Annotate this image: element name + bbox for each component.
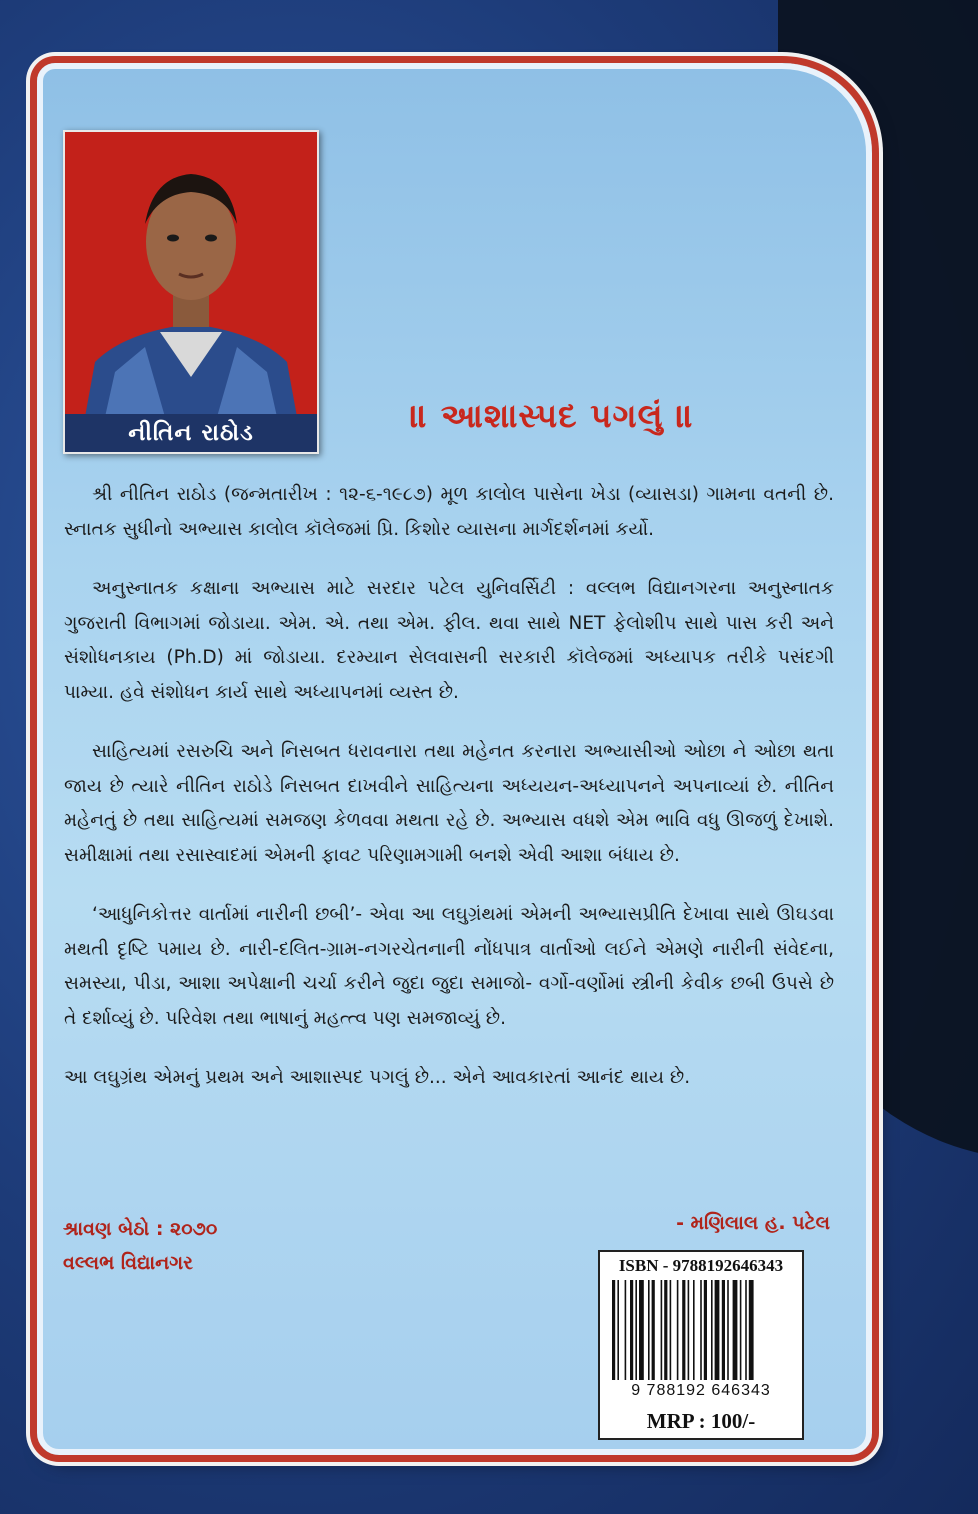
- author-portrait-image: [65, 132, 317, 417]
- page-title: ॥ આશાસ્પદ પગલું ॥: [410, 396, 695, 435]
- isbn-box: [598, 1250, 804, 1440]
- author-name-caption: નીતિન રાઠોડ: [65, 414, 317, 452]
- blurb-paragraph-2: અનુસ્નાતક કક્ષાના અભ્યાસ માટે સરદાર પટેલ યુનિવર્સિટી : વલ્લભ વિદ્યાનગરના અનુસ્નાતક ગુજરાતી વિભાગમાં જોડાયા. એમ. એ. તથા એમ. ફીલ. થવા સાથે NET ફેલોશીપ સાથે પાસ કરી અને સંશોધનકાય (Ph.D) માં જોડાયા. દરમ્યાન સેલવાસની સરકારી કૉલેજમાં અધ્યાપક તરીકે પસંદગી પામ્યા. હવે સંશોધન કાર્ય સાથે અધ્યાપનમાં વ્યસ્ત છે.: [64, 578, 834, 703]
- date-text: શ્રાવણ બેઠો : ૨૦૭૦: [63, 1218, 218, 1240]
- barcode-icon: [608, 1280, 796, 1380]
- blurb-paragraph-4: ‘આધુનિકોત્તર વાર્તામાં નારીની છબી’- એવા આ લઘુગ્રંથમાં એમની અભ્યાસપ્રીતિ દેખાવા સાથે ઊઘડવા મથતી દૃષ્ટિ પમાય છે. નારી-દલિત-ગ્રામ-નગરચેતનાની નોંધપાત્ર વાર્તાઓ લઈને એમણે નારીની સંવેદના, સમસ્યા, પીડા, આશા અપેક્ષાની ચર્ચા કરીને જુદા જુદા સમાજો- વર્ગો-વર્ણોમાં સ્ત્રીની કેવીક છબી ઉપસે છે તે દર્શાવ્યું છે. પરિવેશ તથા ભાષાનું મહત્ત્વ પણ સમજાવ્યું છે.: [64, 904, 834, 1029]
- isbn-label: ISBN - 9788192646343: [618, 1256, 784, 1275]
- mrp-price: MRP : 100/-: [646, 1409, 756, 1433]
- blurb-text: [64, 478, 834, 1121]
- blurb-paragraph-3: સાહિત્યમાં રસરુચિ અને નિસબત ધરાવનારા તથા મહેનત કરનારા અભ્યાસીઓ ઓછા ને ઓછા થતા જાય છે ત્યારે નીતિન રાઠોડે નિસબત દાખવીને સાહિત્યના અધ્યયન-અધ્યાપનને અપનાવ્યાં છે. નીતિન મહેનતું છે તથા સાહિત્યમાં સમજણ કેળવવા મથતા રહે છે. અભ્યાસ વધશે એમ ભાવિ વધુ ઊજળું દેખાશે. સમીક્ષામાં તથા રસાસ્વાદમાં એમની ફાવટ પરિણામગામી બનશે એવી આશા બંધાય છે.: [64, 741, 834, 866]
- place-text: વલ્લભ વિદ્યાનગર: [63, 1252, 194, 1274]
- place-date-block: [63, 1212, 217, 1280]
- blurb-paragraph-1: શ્રી નીતિન રાઠોડ (જન્મતારીખ : ૧૨-૬-૧૯૮૭) મૂળ કાલોલ પાસેના ખેડા (વ્યાસડા) ગામના વતની છે. સ્નાતક સુધીનો અભ્યાસ કાલોલ કૉલેજમાં પ્રિ. કિશોર વ્યાસના માર્ગદર્શનમાં કર્યો.: [64, 484, 834, 540]
- signature-text: - મણિલાલ હ. પટેલ: [676, 1212, 830, 1234]
- barcode-digits: 9 788192 646343: [631, 1382, 771, 1399]
- blurb-paragraph-5: આ લઘુગ્રંથ એમનું પ્રથમ અને આશાસ્પદ પગલું છે... એને આવકારતાં આનંદ થાય છે.: [64, 1067, 691, 1088]
- author-photo: [63, 130, 319, 454]
